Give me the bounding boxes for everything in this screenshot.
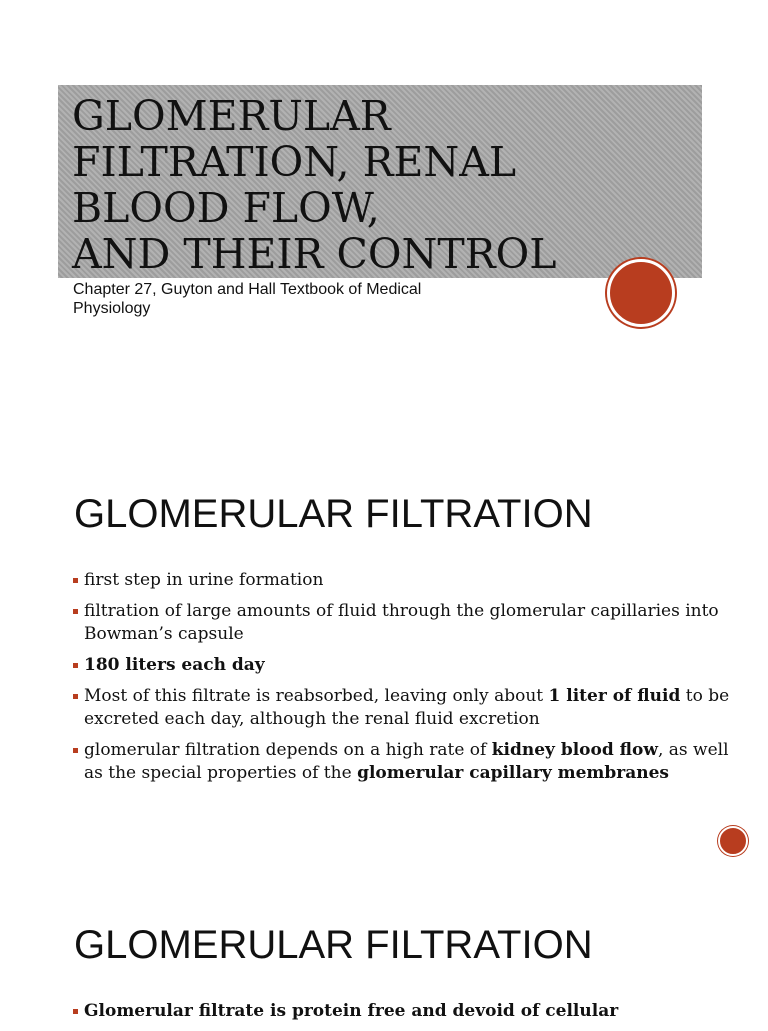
bullet-text: to be excreted each day, although the renal fluid excretion — [84, 686, 730, 729]
title-line: FILTRATION, RENAL — [72, 138, 517, 186]
bullet-text: first step in urine formation — [84, 570, 324, 590]
bullet-emphasis: 1 liter of fluid — [548, 686, 681, 706]
section-heading: GLOMERULAR FILTRATION — [74, 492, 593, 536]
title-line: BLOOD FLOW, — [72, 184, 380, 232]
list-item — [72, 739, 732, 785]
slide-title — [72, 93, 556, 277]
square-bullet-icon — [73, 609, 78, 614]
bullet-text: glomerular filtration depends on a high rate of — [84, 740, 492, 760]
decorative-circle-icon — [607, 259, 675, 327]
bullet-list — [72, 1000, 732, 1031]
title-line: AND THEIR CONTROL — [72, 230, 557, 278]
square-bullet-icon — [73, 694, 78, 699]
bullet-text: Most of this filtrate is reabsorbed, leaving only about — [84, 686, 549, 706]
bullet-text: filtration of large amounts of fluid through the glomerular capillaries into Bowman’s capsule — [84, 601, 719, 644]
list-item — [72, 600, 732, 646]
bullet-text: , as well as the special properties of the — [84, 740, 729, 783]
square-bullet-icon — [73, 748, 78, 753]
list-item — [72, 1000, 732, 1023]
title-line: GLOMERULAR — [72, 92, 391, 140]
bullet-text: 180 liters each day — [84, 655, 265, 675]
bullet-emphasis: kidney blood flow — [491, 740, 658, 760]
slide-subtitle: Chapter 27, Guyton and Hall Textbook of Medical Physiology — [73, 281, 422, 317]
decorative-circle-icon — [718, 826, 748, 856]
list-item — [72, 685, 732, 731]
bullet-text: Glomerular filtrate is protein free and devoid of cellular — [84, 1001, 619, 1021]
square-bullet-icon — [73, 1009, 78, 1014]
section-heading: GLOMERULAR FILTRATION — [74, 923, 593, 967]
square-bullet-icon — [73, 663, 78, 668]
list-item — [72, 654, 732, 677]
list-item — [72, 569, 732, 592]
square-bullet-icon — [73, 578, 78, 583]
bullet-list — [72, 569, 732, 793]
bullet-emphasis: glomerular capillary membranes — [357, 763, 670, 783]
